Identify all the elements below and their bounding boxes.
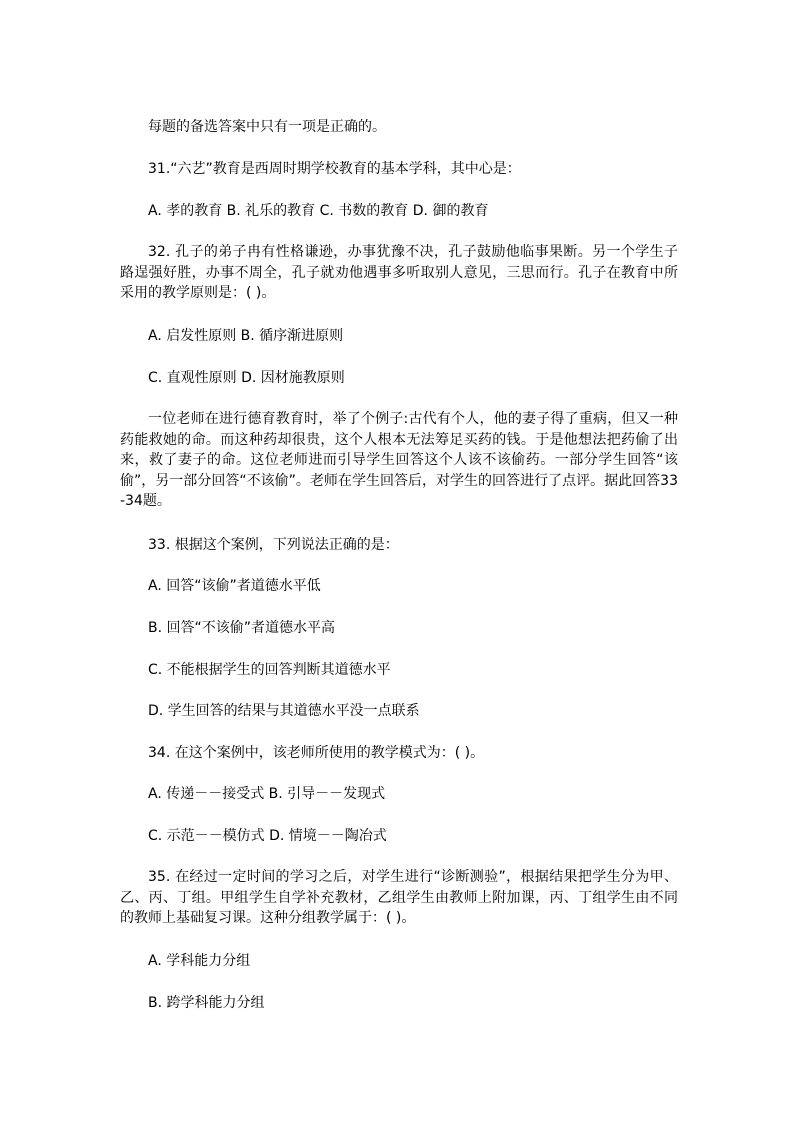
- question-32-options-ab: A. 启发性原则 B. 循序渐进原则: [148, 328, 344, 344]
- question-31-stem: 31.“六艺”教育是西周时期学校教育的基本学科，其中心是：: [148, 161, 521, 177]
- question-35-stem: 35. 在经过一定时间的学习之后，对学生进行“诊断测验”，根据结果把学生分为甲、乙、丙、丁组。甲组学生自学补充教材，乙组学生由教师上附加课，丙、丁组学生由不同的教师上基础复习课。这种分组教学属于：( )。: [120, 869, 678, 926]
- case-passage: 一位老师在进行德育教育时，举了个例子:古代有个人，他的妻子得了重病，但又一种药能救她的命。而这种药却很贵，这个人根本无法筹足买药的钱。于是他想法把药偷了出来，救了妻子的命。这位老师进而引导学生回答这个人该不该偷药。一部分学生回答“该偷”，另一部分回答“不该偷”。老师在学生回答后，对学生的回答进行了点评。据此回答33-34题。: [120, 411, 678, 509]
- question-34-options-ab: A. 传递－－接受式 B. 引导－－发现式: [148, 786, 386, 802]
- instruction-text: 每题的备选答案中只有一项是正确的。: [148, 119, 386, 135]
- question-32-stem: 32. 孔子的弟子冉有性格谦逊，办事犹豫不决，孔子鼓励他临事果断。另一个学生子路逞强好胜，办事不周全，孔子就劝他遇事多听取别人意见，三思而行。孔子在教育中所采用的教学原则是：( )。: [120, 244, 678, 301]
- question-34-stem: 34. 在这个案例中，该老师所使用的教学模式为：( )。: [148, 745, 485, 761]
- question-35-option-a: A. 学科能力分组: [148, 953, 251, 969]
- question-34-options-cd: C. 示范－－模仿式 D. 情境－－陶冶式: [148, 828, 387, 844]
- question-33-stem: 33. 根据这个案例，下列说法正确的是：: [148, 537, 399, 553]
- question-33-option-a: A. 回答“该偷”者道德水平低: [148, 578, 321, 594]
- question-32-options-cd: C. 直观性原则 D. 因材施教原则: [148, 370, 345, 386]
- question-33-option-c: C. 不能根据学生的回答判断其道德水平: [148, 662, 391, 678]
- question-35-option-b: B. 跨学科能力分组: [148, 995, 265, 1011]
- question-33-option-d: D. 学生回答的结果与其道德水平没一点联系: [148, 703, 420, 719]
- question-33-option-b: B. 回答“不该偷”者道德水平高: [148, 620, 336, 636]
- question-31-options: A. 孝的教育 B. 礼乐的教育 C. 书数的教育 D. 御的教育: [148, 203, 489, 219]
